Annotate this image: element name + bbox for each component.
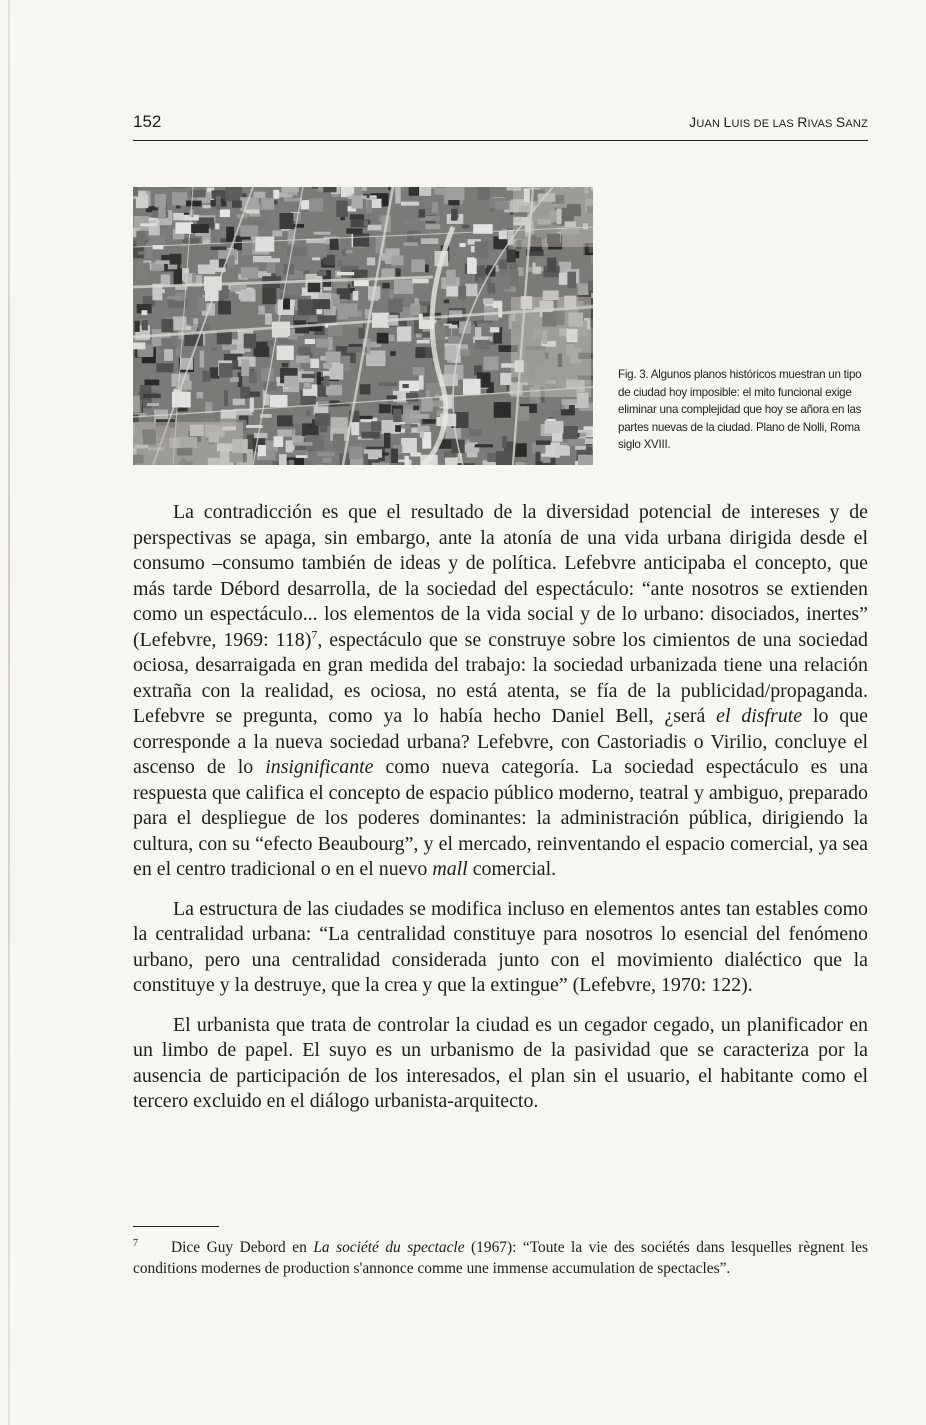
footnote-ref[interactable]: 7 [311,626,318,641]
nolli-map-figure [133,187,593,465]
page-number: 152 [133,112,162,131]
footnote-number: 7 [133,1237,138,1249]
paragraph-2: La estructura de las ciudades se modifica incluso en elementos antes tan estables como la centralidad urbana: “La centralidad constituye para nosotros lo esencial del fenómeno urbano, pero una centralidad considerada junto con el movimiento dialéctico que la constituye y la destruye, que la crea y que la extingue” (Lefebvre, 1970: 122). [133,897,868,996]
scan-edge [8,0,10,1425]
footnote-divider [133,1226,219,1227]
paragraph-1: La contradicción es que el resultado de la diversidad potencial de intereses y de perspectivas se apaga, sin embargo, ante la atonía de una vida urbana dirigida desde el consumo –consumo también de ideas y de política. Lefebvre anticipaba el concepto, que más tarde Débord desarrolla, de la sociedad del espectáculo: “ante nosotros se extienden como un espectáculo... los elementos de la vida social y de lo urbano: disociados, inertes” (Lefebvre, 1969: 118)$^7$, espectáculo que se construye sobre los cimientos de una sociedad ociosa, desarraigada en gran medida del trabajo: la sociedad urbanizada tiene una relación extraña con la realidad, es ociosa, no está atenta, se fía de la publicidad/propaganda. Lefebvre se pregunta, como ya lo había hecho Daniel Bell, ¿será el disfrute lo que corresponde a la nueva sociedad urbana? Lefebvre, con Castoriadis o Virilio, concluye el ascenso de lo insignificante como nueva categoría. La sociedad espectáculo es una respuesta que califica el concepto de espacio público moderno, teatral y ambiguo, preparado para el despliegue de los poderes dominantes: la administración pública, dirigiendo la cultura, con su “efecto Beaubourg”, y el mercado, reinventando el espacio comercial, ya sea en el centro tradicional o en el nuevo mall comercial. [133,501,869,880]
footnote: $^7$ Dice Guy Debord en La société du spectacle (1967): “Toute la vie des sociétés dans lesquelles règnent les conditions modernes de production s'annonce comme une immense accumulation de spectacles”. [133,1237,868,1277]
page-header [133,112,868,141]
body-text [133,500,868,1115]
city-map-image [133,187,593,465]
figure-caption: Fig. 3. Algunos planos históricos muestran un tipo de ciudad hoy imposible: el mito funcional exige eliminar una complejidad que hoy se añora en las partes nuevas de la ciudad. Plano de Nolli, Roma siglo XVIII. [618,368,862,452]
running-head: JUAN LUIS DE LAS RIVAS SANZ [689,114,868,130]
paragraph-3: El urbanista que trata de controlar la ciudad es un cegador cegado, un planificador en un limbo de papel. El suyo es un urbanismo de la pasividad que se caracteriza por la ausencia de participación de los interesados, el plan sin el usuario, el habitante como el tercero excluido en el diálogo urbanista-arquitecto. [133,1013,868,1112]
